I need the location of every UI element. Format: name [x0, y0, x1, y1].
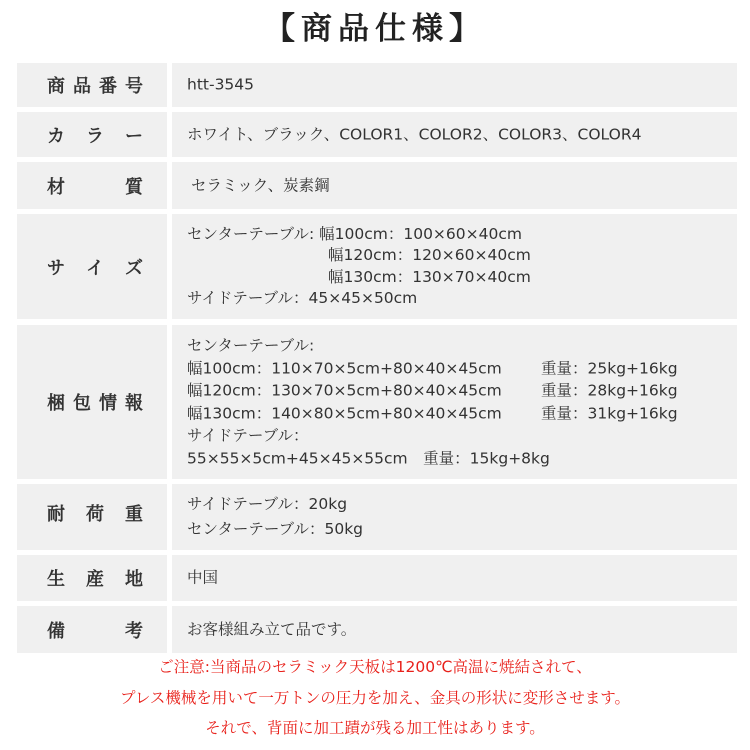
- spec-label-load: 耐 荷 重: [47, 504, 143, 525]
- spec-label-cell: [17, 63, 167, 107]
- spec-row-origin: [17, 555, 737, 601]
- spec-row-product-number: [17, 63, 737, 107]
- spec-value-material: セラミック、炭素鋼: [191, 175, 330, 194]
- load-side: サイドテーブル：20kg: [187, 495, 348, 513]
- spec-value-size: [187, 224, 731, 310]
- spec-label-cell: [17, 214, 167, 319]
- spec-value-product-number: htt-3545: [187, 75, 255, 94]
- spec-value-cell: [172, 162, 737, 209]
- spec-value-load: [187, 492, 731, 542]
- size-center-130: 幅130cm：130×70×40cm: [328, 267, 531, 286]
- load-center: センターテーブル：50kg: [187, 520, 364, 538]
- size-center-100: センターテーブル: 幅100cm：100×60×40cm: [187, 224, 522, 243]
- spec-row-remarks: [17, 606, 737, 653]
- spec-label-color: カ ラ ー: [47, 125, 143, 147]
- spec-label-material: 材 質: [47, 176, 143, 198]
- packing-row: 幅100cm：110×70×5cm+80×40×45cm 重量：25kg+16kg: [187, 359, 678, 377]
- spec-value-cell: [172, 112, 737, 157]
- size-center-120: 幅120cm：120×60×40cm: [328, 246, 531, 264]
- spec-value-cell: [172, 484, 737, 550]
- spec-label-product-number: 商 品 番 号: [47, 76, 143, 97]
- spec-label-cell: [17, 112, 167, 157]
- spec-label-remarks: 備 考: [47, 620, 143, 642]
- spec-value-packing: [187, 335, 731, 470]
- packing-side-heading: サイドテーブル：: [187, 426, 309, 445]
- packing-center-heading: センターテーブル:: [187, 336, 315, 355]
- spec-value-cell: [172, 63, 737, 107]
- spec-value-remarks: お客様組み立て品です。: [187, 619, 357, 638]
- spec-label-cell: [17, 162, 167, 209]
- spec-value-color: ホワイト、ブラック、COLOR1、COLOR2、COLOR3、COLOR4: [187, 124, 642, 143]
- notice-line-3: それで、背面に加工蹟が残る加工性はあります。: [205, 719, 545, 737]
- spec-label-cell: [17, 325, 167, 479]
- spec-value-cell: [172, 606, 737, 653]
- spec-row-size: [17, 214, 737, 319]
- spec-row-load: [17, 484, 737, 550]
- spec-value-cell: [172, 214, 737, 319]
- spec-value-cell: [172, 325, 737, 479]
- spec-label-origin: 生 産 地: [47, 569, 143, 590]
- spec-label-cell: [17, 606, 167, 653]
- spec-label-size: サ イ ズ: [47, 257, 143, 279]
- spec-row-packing: [17, 325, 737, 479]
- packing-side-line: 55×55×5cm+45×45×55cm 重量：15kg+8kg: [187, 449, 550, 467]
- notice-line-2: プレス機械を用いて一万トンの圧力を加え、金具の形状に変形させます。: [119, 689, 631, 707]
- page-title: 【商品仕様】: [264, 11, 486, 47]
- spec-label-cell: [17, 555, 167, 601]
- spec-label-packing: 梱 包 情 報: [47, 393, 143, 414]
- packing-row: 幅130cm：140×80×5cm+80×40×45cm 重量：31kg+16kg: [187, 404, 678, 422]
- spec-value-cell: [172, 555, 737, 601]
- spec-row-color: [17, 112, 737, 157]
- notice-line-1: ご注意:当商品のセラミック天板は1200℃高温に焼結されて、: [158, 658, 592, 676]
- size-side: サイドテーブル：45×45×50cm: [187, 289, 418, 307]
- spec-value-origin: 中国: [187, 568, 219, 587]
- packing-row: 幅120cm：130×70×5cm+80×40×45cm 重量：28kg+16kg: [187, 381, 678, 400]
- spec-row-material: [17, 162, 737, 209]
- spec-label-cell: [17, 484, 167, 550]
